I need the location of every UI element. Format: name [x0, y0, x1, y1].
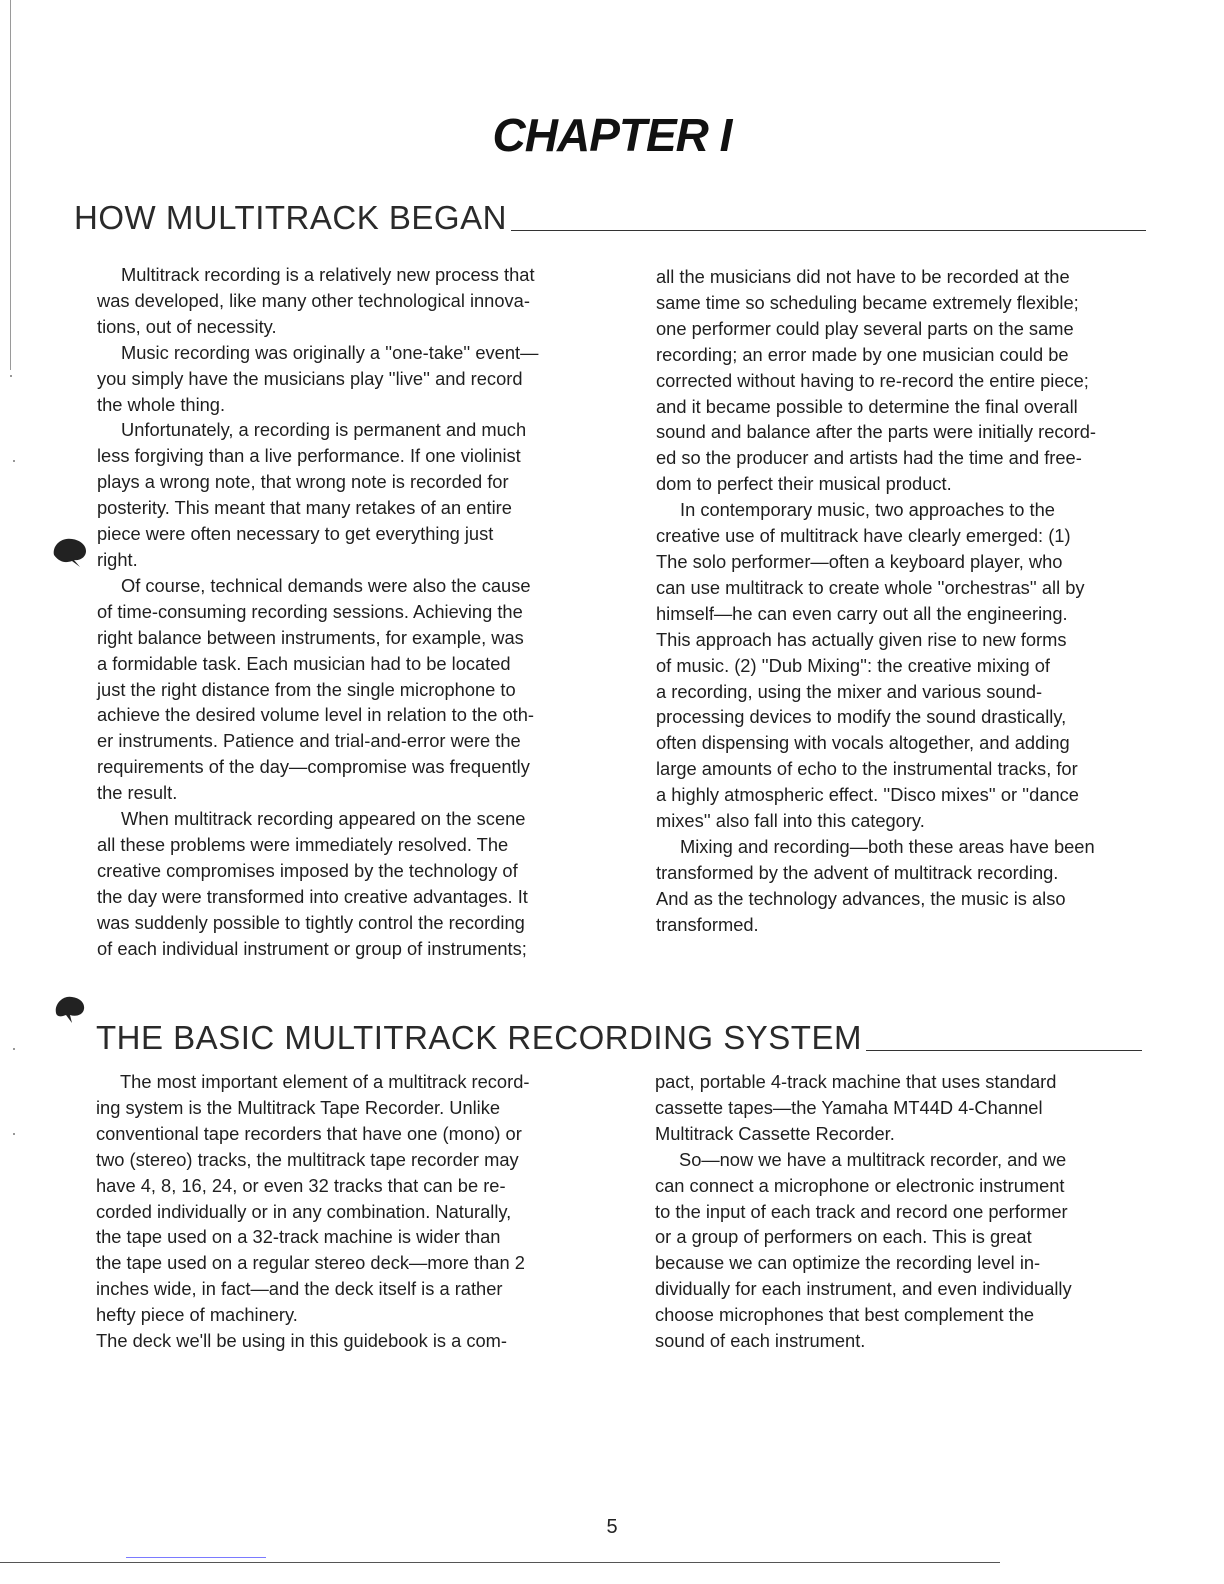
text-line: transformed by the advent of multitrack recording. [656, 861, 1059, 883]
paragraph [97, 806, 597, 961]
text-line: right. [97, 548, 138, 570]
ink-blot-icon [50, 533, 90, 569]
text-line: Of course, technical demands were also the cause [121, 574, 531, 596]
text-line: a formidable task. Each musician had to be located [97, 652, 511, 674]
bottom-rule [0, 1562, 1000, 1563]
text-line: transformed. [656, 913, 759, 935]
text-line: Multitrack recording is a relatively new process that [121, 264, 535, 285]
paragraph [656, 834, 1156, 938]
section-heading-text: HOW MULTITRACK BEGAN [74, 199, 507, 236]
text-line: and it became possible to determine the final overall [656, 395, 1078, 417]
text-line: Music recording was originally a ''one-take'' event— [121, 341, 539, 363]
section-heading-text: THE BASIC MULTITRACK RECORDING SYSTEM [96, 1019, 862, 1056]
text-line: recording; an error made by one musician could be [656, 343, 1069, 365]
section2-column-right [655, 1069, 1155, 1354]
text-line: large amounts of echo to the instrumental tracks, for [656, 758, 1078, 780]
paragraph [655, 1147, 1155, 1354]
text-line: sound and balance after the parts were initially record- [656, 421, 1097, 443]
paragraph [96, 1069, 596, 1328]
text-line: the whole thing. [97, 393, 226, 415]
page-number: 5 [606, 1516, 618, 1538]
text-line: Multitrack Cassette Recorder. [655, 1122, 895, 1144]
text-line: er instruments. Patience and trial-and-error were the [97, 730, 521, 752]
text-line: The most important element of a multitrack record- [120, 1071, 530, 1092]
text-line: can connect a microphone or electronic instrument [655, 1174, 1065, 1196]
text-line: himself—he can even carry out all the engineering. [656, 602, 1068, 624]
text-line: was developed, like many other technological innova- [97, 289, 530, 311]
text-line: This approach has actually given rise to new forms [656, 628, 1067, 650]
scan-speck [13, 460, 15, 462]
paragraph [97, 417, 597, 572]
text-line: Unfortunately, a recording is permanent and much [121, 419, 527, 441]
text-line: achieve the desired volume level in relation to the oth- [97, 704, 534, 726]
text-line: ing system is the Multitrack Tape Recorder. Unlike [96, 1096, 501, 1118]
paragraph [96, 1328, 596, 1354]
text-line: Mixing and recording—both these areas have been [680, 835, 1095, 857]
text-line: of each individual instrument or group of instruments; [97, 937, 527, 959]
section1-column-left [97, 262, 597, 961]
text-line: sound of each instrument. [655, 1330, 866, 1352]
text-line: requirements of the day—compromise was frequently [97, 756, 530, 778]
section-heading-basic-recording-system [96, 1019, 1142, 1057]
text-line: a recording, using the mixer and various sound- [656, 680, 1043, 702]
text-line: have 4, 8, 16, 24, or even 32 tracks that can be re- [96, 1174, 506, 1196]
text-line: often dispensing with vocals altogether, and adding [656, 732, 1070, 754]
text-line: piece were often necessary to get everything just [97, 523, 494, 545]
text-line: of music. (2) ''Dub Mixing'': the creative mixing of [656, 654, 1050, 676]
text-line: creative use of multitrack have clearly emerged: (1) [656, 525, 1071, 547]
text-line: pact, portable 4-track machine that uses standard [655, 1071, 1057, 1092]
chapter-title: CHAPTER I [492, 109, 732, 161]
bottom-rule-accent [126, 1557, 266, 1558]
text-line: mixes'' also fall into this category. [656, 810, 925, 832]
paragraph [656, 497, 1156, 834]
text-line: because we can optimize the recording level in- [655, 1252, 1041, 1274]
text-line: the result. [97, 782, 178, 804]
paragraph [97, 340, 597, 418]
text-line: the tape used on a regular stereo deck—more than 2 [96, 1252, 525, 1274]
text-line: same time so scheduling became extremely flexible; [656, 291, 1079, 313]
scan-speck [13, 1048, 15, 1050]
text-line: hefty piece of machinery. [96, 1304, 298, 1326]
text-line: tions, out of necessity. [97, 315, 277, 337]
text-line: cassette tapes—the Yamaha MT44D 4-Channel [655, 1096, 1043, 1118]
text-line: all these problems were immediately resolved. The [97, 833, 509, 855]
section1-column-right [656, 264, 1156, 938]
text-line: posterity. This meant that many retakes of an entire [97, 497, 512, 519]
text-line: to the input of each track and record one performer [655, 1200, 1068, 1222]
text-line: the day were transformed into creative advantages. It [97, 885, 528, 907]
text-line: In contemporary music, two approaches to the [680, 499, 1055, 521]
text-line: And as the technology advances, the music is also [656, 887, 1066, 909]
text-line: one performer could play several parts on the same [656, 317, 1074, 339]
text-line: all the musicians did not have to be recorded at the [656, 266, 1070, 287]
text-line: dom to perfect their musical product. [656, 473, 952, 495]
text-line: just the right distance from the single microphone to [97, 678, 516, 700]
text-line: So—now we have a multitrack recorder, and we [679, 1148, 1067, 1170]
text-line: can use multitrack to create whole ''orchestras'' all by [656, 576, 1085, 598]
text-line: ed so the producer and artists had the time and free- [656, 447, 1082, 469]
heading-rule [511, 230, 1146, 231]
ink-blot-icon [52, 993, 88, 1023]
scan-speck [13, 1133, 15, 1135]
text-line: When multitrack recording appeared on the scene [121, 808, 526, 830]
text-line: was suddenly possible to tightly control the recording [97, 911, 525, 933]
text-line: The deck we'll be using in this guidebook is a com- [96, 1330, 507, 1352]
text-line: choose microphones that best complement the [655, 1304, 1035, 1326]
text-line: dividually for each instrument, and even individually [655, 1278, 1072, 1300]
text-line: conventional tape recorders that have one (mono) or [96, 1122, 522, 1144]
paragraph [655, 1069, 1155, 1147]
text-line: two (stereo) tracks, the multitrack tape recorder may [96, 1148, 519, 1170]
text-line: less forgiving than a live performance. If one violinist [97, 445, 521, 467]
text-line: plays a wrong note, that wrong note is recorded for [97, 471, 509, 493]
section-heading-how-multitrack-began [74, 199, 1146, 237]
text-line: inches wide, in fact—and the deck itself is a rather [96, 1278, 503, 1300]
scan-speck [10, 375, 12, 377]
text-line: a highly atmospheric effect. ''Disco mixes'' or ''dance [656, 784, 1079, 806]
paragraph [656, 264, 1156, 497]
heading-rule [866, 1050, 1142, 1051]
text-line: right balance between instruments, for example, was [97, 626, 524, 648]
text-line: processing devices to modify the sound drastically, [656, 706, 1067, 728]
paragraph [97, 573, 597, 806]
text-line: The solo performer—often a keyboard player, who [656, 550, 1063, 572]
text-line: corded individually or in any combination. Naturally, [96, 1200, 512, 1222]
text-line: the tape used on a 32-track machine is wider than [96, 1226, 501, 1248]
text-line: creative compromises imposed by the technology of [97, 859, 518, 881]
text-line: you simply have the musicians play ''live'' and record [97, 367, 523, 389]
paragraph [97, 262, 597, 340]
section2-column-left [96, 1069, 596, 1354]
text-line: or a group of performers on each. This is great [655, 1226, 1032, 1248]
left-margin-rule [10, 0, 11, 370]
text-line: of time-consuming recording sessions. Achieving the [97, 600, 523, 622]
text-line: corrected without having to re-record the entire piece; [656, 369, 1089, 391]
